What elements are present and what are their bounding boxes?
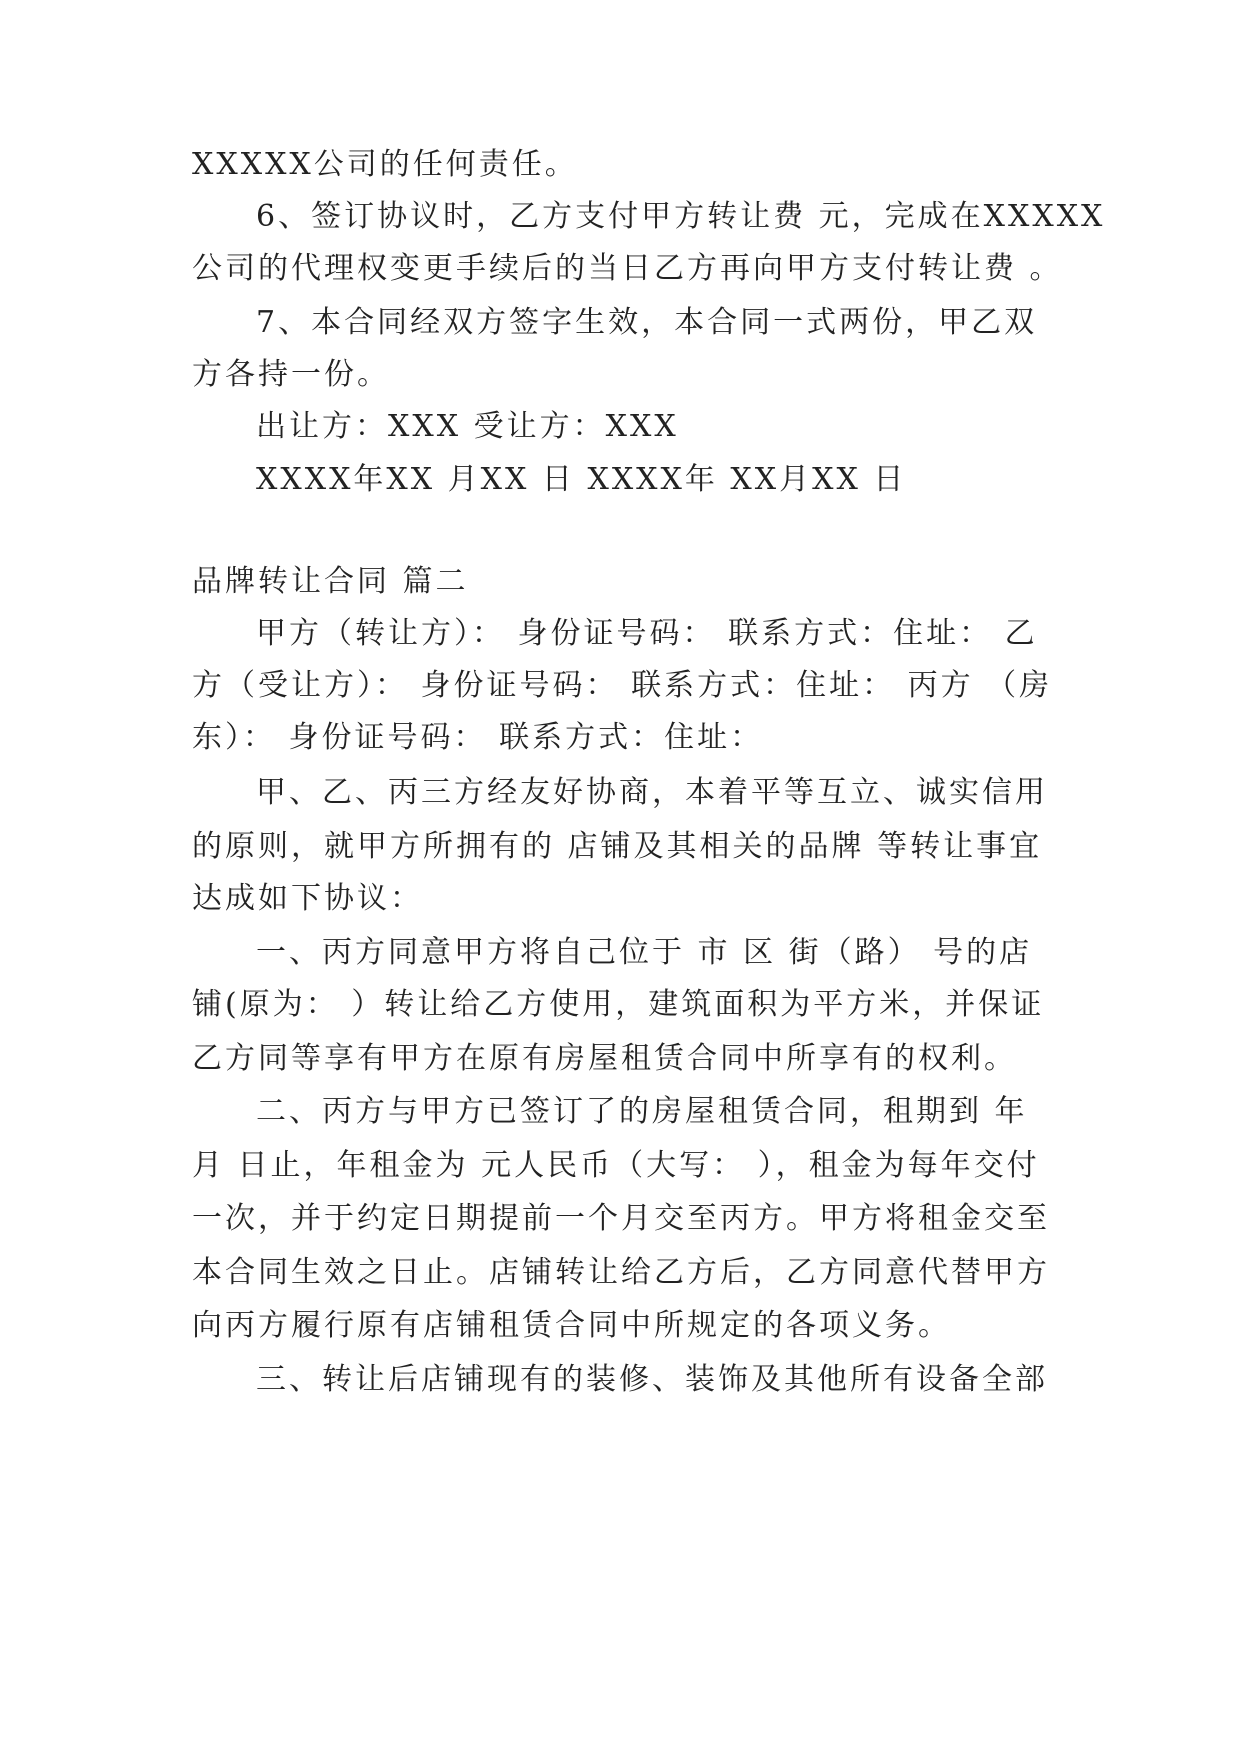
text-line: 向丙方履行原有店铺租赁合同中所规定的各项义务。 [192,1308,951,1343]
text-line: 月 日止，年租金为 元人民币（大写： ），租金为每年交付 [192,1148,1040,1183]
text-line: 一次，并于约定日期提前一个月交至丙方。甲方将租金交至 [192,1201,1050,1236]
text-line: 乙方同等享有甲方在原有房屋租赁合同中所享有的权利。 [192,1041,1017,1076]
text-line: 达成如下协议： [192,881,423,916]
text-line: 铺(原为： ）转让给乙方使用，建筑面积为平方米，并保证 [192,987,1045,1022]
text-line: 一、丙方同意甲方将自己位于 市 区 街（路） 号的店 [256,935,1033,970]
text-line: 方（受让方）： 身份证号码： 联系方式：住址： 丙方 （房 [192,668,1053,703]
text-line: XXXXX公司的任何责任。 [192,147,578,182]
text-line: 甲方（转让方）： 身份证号码： 联系方式：住址： 乙 [256,616,1038,651]
text-line: 7、本合同经双方签字生效，本合同一式两份，甲乙双 [256,305,1038,340]
text-line: 三、转让后店铺现有的装修、装饰及其他所有设备全部 [256,1362,1048,1397]
text-line: 公司的代理权变更手续后的当日乙方再向甲方支付转让费 。 [192,251,1063,286]
text-line: 方各持一份。 [192,357,390,392]
text-line: 本合同生效之日止。店铺转让给乙方后，乙方同意代替甲方 [192,1255,1050,1290]
text-line: 甲、乙、丙三方经友好协商，本着平等互立、诚实信用 [256,775,1048,810]
section-heading: 品牌转让合同 篇二 [192,564,469,599]
text-line: 的原则，就甲方所拥有的 店铺及其相关的品牌 等转让事宜 [192,829,1043,864]
text-line: 6、签订协议时，乙方支付甲方转让费 元，完成在XXXXX [256,199,1106,234]
text-line: 东）： 身份证号码： 联系方式：住址： [192,720,764,755]
signature-dates: XXXX年XX 月XX 日 XXXX年 XX月XX 日 [256,462,907,497]
text-line: 二、丙方与甲方已签订了的房屋租赁合同，租期到 年 [256,1094,1028,1129]
signature-parties: 出让方：XXX 受让方：XXX [256,409,679,444]
